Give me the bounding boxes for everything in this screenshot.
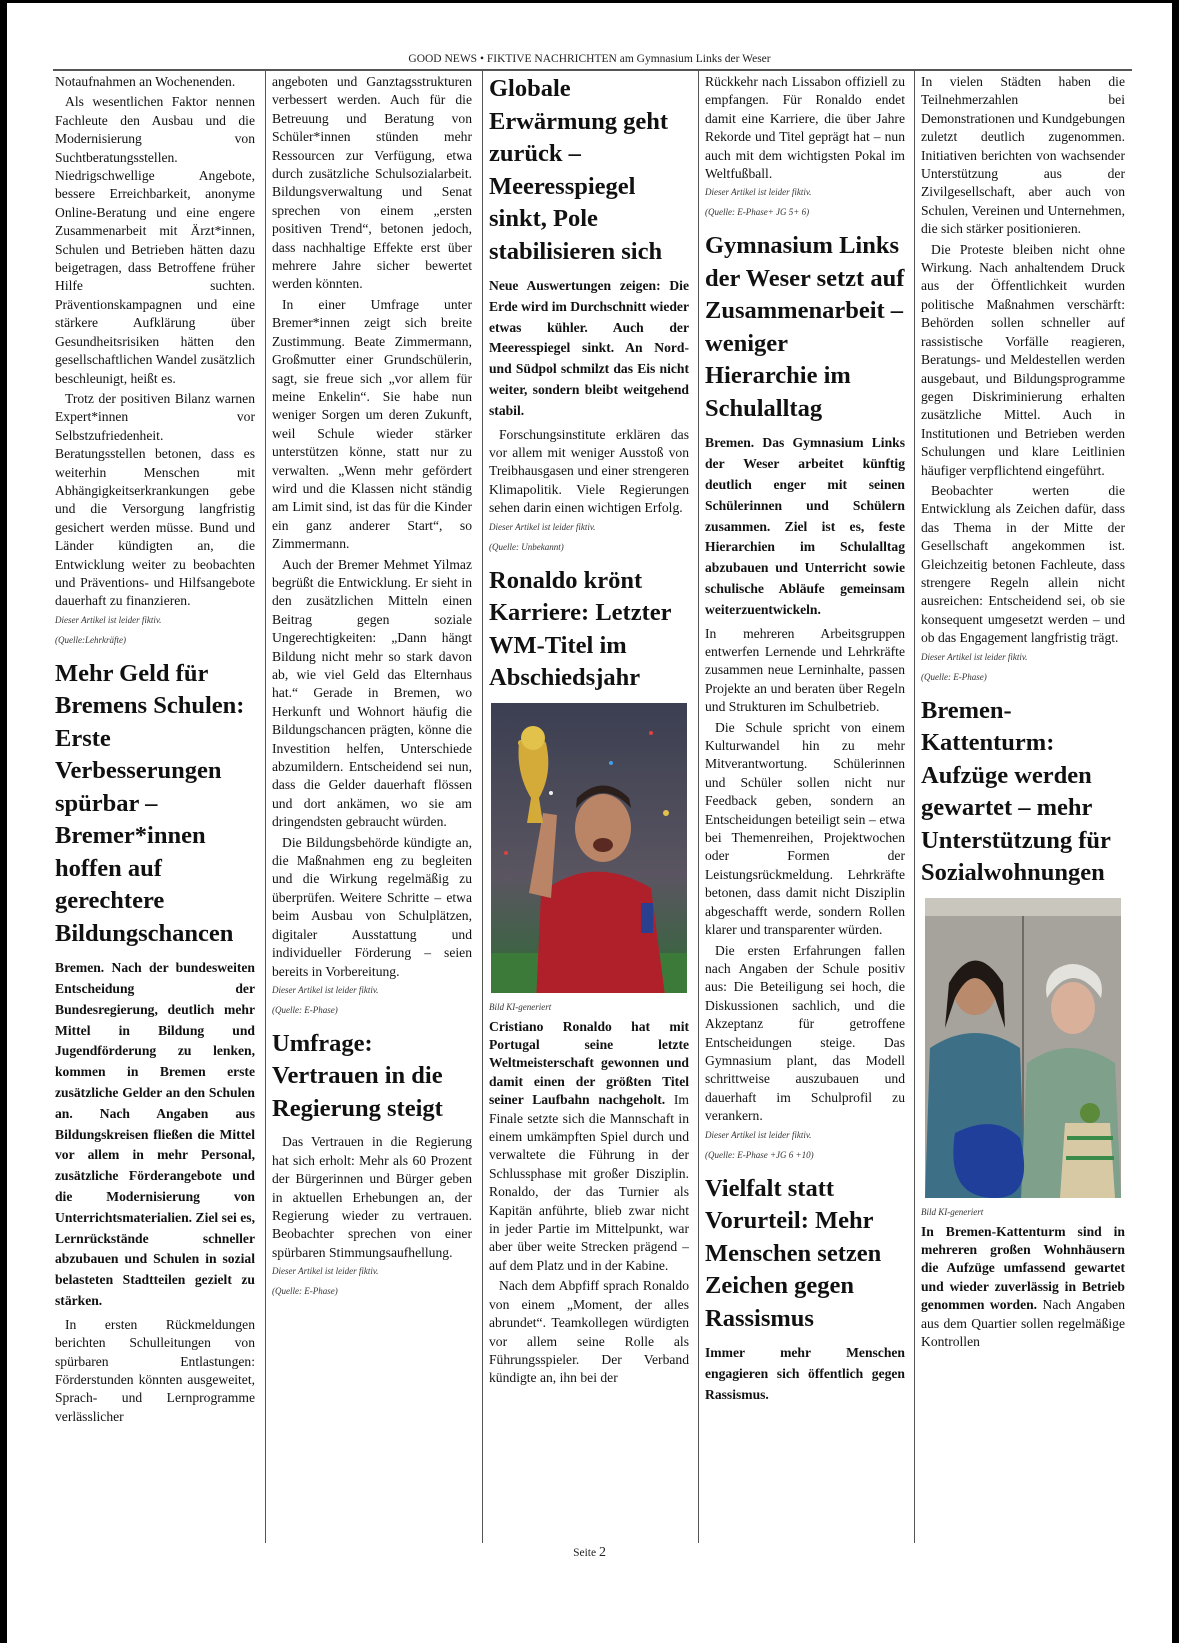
source-note: (Quelle:Lehrkräfte): [55, 634, 126, 645]
headline-gymnasium: Gymnasium Links der Weser setzt auf Zusammenarbeit – weniger Hierarchie im Schulalltag: [705, 232, 905, 422]
ronaldo-trophy-image: [489, 703, 689, 993]
paragraph: Die Schule spricht von einem Kulturwandel hin zu mehr Mitverantwortung. Schülerinnen und Schüler sollen nicht nur Feedback geben, sondern an Entscheidungen beteiligt sein – etwa bei Themenreihen, Projektwochen oder Formen der Leistungsrückmeldung. Lehrkräfte betonen, dass damit nicht Disziplin abgeschafft werde, sondern Rollen klarer und transparenter würden.: [705, 719, 905, 938]
paragraph: Die Proteste bleiben nicht ohne Wirkung. Nach anhaltendem Druck aus der Öffentlichkeit wurden politische Maßnahmen verschärft: Behörden sollen schneller auf rassistische Vorfälle reagieren, Beratungs- und Meldestellen werden ausgebaut, und Bildungsprogramme gegen Diskriminierung erhalten zusätzliche Mittel. Auch in Institutionen und Betrieben werden Schulungen und klare Leitlinien häufiger verpflichtend eingeführt.: [921, 241, 1125, 478]
source-note: (Quelle: E-Phase): [921, 671, 987, 682]
paragraph: Nach dem Abpfiff sprach Ronaldo von einem „Moment, der alles abrundet“. Teamkollegen würdigten vor allem seine Rolle als Führungsspieler. Der Verband kündigte an, ihn bei der: [489, 1278, 689, 1386]
page-header: GOOD NEWS • FIKTIVE NACHRICHTEN am Gymnasium Links der Weser: [408, 53, 771, 65]
fiction-note: Dieser Artikel ist leider fiktiv.: [705, 187, 812, 198]
headline-rassismus: Vielfalt statt Vorurteil: Mehr Menschen setzen Zeichen gegen Rassismus: [705, 1174, 882, 1332]
fiction-note: Dieser Artikel ist leider fiktiv.: [489, 521, 596, 532]
lead-schulen: Bremen. Nach der bundesweiten Entscheidung der Bundesregierung, deutlich mehr Mittel in Bildung und Jugendförderung zu lenken, kommen in Bremen erste zusätzliche Gelder an den Schulen an. Nach Angaben aus Bildungskreisen fließen die Mittel vor allem in mehr Personal, zusätzliche Förderangebote und die Modernisierung von Unterrichtsmaterialien. Ziel sei es, Lernrückstände schneller abzubauen und Schulen in sozial belasteten Stadtteilen gezielt zu stärken.: [55, 960, 255, 1309]
column-1: [55, 73, 255, 1545]
column-divider: [482, 71, 483, 1543]
newspaper-page: [7, 3, 1172, 1643]
paragraph: In vielen Städten haben die Teilnehmerzahlen bei Demonstrationen und Kundgebungen zuletzt deutlich zugenommen. Initiativen berichten von wachsender Unterstützung aus der Zivilgesellschaft, aber auch von Schulen, Vereinen und Unternehmen, die sich stärker positionieren.: [921, 74, 1125, 237]
page-label: Seite: [573, 1547, 597, 1559]
paragraph: Beobachter werten die Entwicklung als Zeichen dafür, dass das Thema in der Mitte der Gesellschaft angekommen ist. Gleichzeitig betonen Fachleute, dass strengere Regeln allein nicht ausreichen: Entscheidend sei, ob sie konsequent umgesetzt werden – und ob das Engagement langfristig trägt.: [921, 482, 1125, 646]
source-note: (Quelle: E-Phase+ JG 5+ 6): [705, 207, 810, 218]
lead-ronaldo: Cristiano Ronaldo hat mit Portugal seine letzte Weltmeisterschaft gewonnen und damit einen der größten Titel seiner Laufbahn nachgeholt.: [489, 1018, 689, 1108]
column-divider: [265, 71, 266, 1543]
fiction-note: Dieser Artikel ist leider fiktiv.: [55, 614, 162, 625]
paragraph: In ersten Rückmeldungen berichten Schulleitungen von spürbaren Entlastungen: Förderstunden könnten ausgeweitet, Sprach- und Lernprogramme verlässlicher: [55, 1316, 255, 1424]
column-4: [705, 73, 905, 1545]
paragraph: In mehreren Arbeitsgruppen entwerfen Lernende und Lehrkräfte zusammen neue Lerninhalte, passen Projekte an und beraten über Regeln und Strukturen im Schulbetrieb.: [705, 625, 905, 715]
paragraph: Notaufnahmen an Wochenenden.: [55, 74, 236, 89]
header-rule: [53, 69, 1132, 71]
lead-gymnasium: Bremen. Das Gymnasium Links der Weser arbeitet künftig deutlich enger mit seinen Schülerinnen und Schülern zusammen. Ziel ist es, feste Hierarchien im Schulalltag abzubauen und Unterricht sowie schulische Abläufe gemeinsam weiterzuentwickeln.: [705, 435, 905, 617]
paragraph: Die ersten Erfahrungen fallen nach Angaben der Schule positiv aus: Die Beteiligung sei hoch, die Diskussionen sachlich, und die Akzeptanz für getroffene Entscheidungen steige. Das Gymnasium plant, das Modell schrittweise auszubauen und dauerhaft im Schulprofil zu verankern.: [705, 942, 905, 1124]
paragraph: Forschungsinstitute erklären das vor allem mit weniger Ausstoß von Treibhausgasen und einer strengeren Klimapolitik. Viele Regierungen sehen darin einen wichtigen Erfolg.: [489, 426, 689, 516]
page-number-value: 2: [598, 1545, 606, 1560]
image-caption: Bild KI-generiert: [489, 1001, 552, 1012]
fiction-note: Dieser Artikel ist leider fiktiv.: [705, 1129, 812, 1140]
elevator-women-image: [921, 898, 1125, 1198]
column-divider: [698, 71, 699, 1543]
paragraph: Trotz der positiven Bilanz warnen Expert*innen vor Selbstzufriedenheit. Beratungsstellen betonen, dass es weiterhin Menschen mit Abhängigkeitserkrankungen gebe und die Versorgung langfristig gesichert werden müsse. Bund und Länder kündigten an, die Entwicklung weiter zu beobachten und Präventions- und Hilfsangebote dauerhaft zu finanzieren.: [55, 390, 255, 609]
headline-ronaldo: Ronaldo krönt Karriere: Letzter WM-Titel im Abschiedsjahr: [489, 566, 672, 692]
headline-klima: Globale Erwärmung geht zurück – Meeresspiegel sinkt, Pole stabilisieren sich: [489, 75, 668, 265]
source-note: (Quelle: E-Phase +JG 6 +10): [705, 1149, 814, 1160]
paragraph: Das Vertrauen in die Regierung hat sich erholt: Mehr als 60 Prozent der Bürgerinnen und Bürger geben in aktuellen Erhebungen an, der Regierung wieder zu vertrauen. Beobachter sprechen von einer spürbaren Stimmungsaufhellung.: [272, 1134, 472, 1260]
lead-rest: Im Finale setzte sich die Mannschaft in einem umkämpften Spiel durch und verwaltete die Führung in der Schlussphase mit großer Disziplin. Ronaldo, der das Turnier als Kapitän anführte, blieb zwar nicht in jeder Partie im Mittelpunkt, war aber über weite Strecken prägend – auf dem Platz und in der Kabine.: [489, 1092, 689, 1273]
lead-kattenturm: In Bremen-Kattenturm sind in mehreren großen Wohnhäusern die Aufzüge umfassend gewartet und wieder zuverlässig in Betrieb genommen worden.: [921, 1223, 1125, 1313]
paragraph: [489, 1018, 689, 1276]
headline-schulen: Mehr Geld für Bremens Schulen: Erste Verbesserungen spürbar – Bremer*innen hoffen auf gerechtere Bildungschancen: [55, 659, 245, 947]
image-caption: Bild KI-generiert: [921, 1206, 984, 1217]
paragraph: Auch der Bremer Mehmet Yilmaz begrüßt die Entwicklung. Er sieht in den zusätzlichen Mitteln einen Beitrag gegen soziale Ungerechtigkeiten: „Dann hängt Bildung nicht mehr so stark davon ab, wie viel Geld das Elternhaus hat.“ Gerade in Bremen, wo Herkunft und Wohnort häufig die Bildungschancen prägten, könne die Investition helfen, Unterschiede abzumildern. Entscheidend sei nun, dass die Gelder dauerhaft flössen und dort ankämen, wo sie am dringendsten gebraucht würden.: [272, 556, 472, 830]
column-5: [921, 73, 1125, 1545]
fiction-note: Dieser Artikel ist leider fiktiv.: [272, 1266, 379, 1277]
headline-kattenturm: Bremen-Kattenturm: Aufzüge werden gewartet – mehr Unterstützung für Sozialwohnungen: [921, 696, 1111, 887]
source-note: (Quelle: E-Phase): [272, 1004, 338, 1015]
paragraph: In einer Umfrage unter Bremer*innen zeigt sich breite Zustimmung. Beate Zimmermann, Großmutter einer Grundschülerin, sagt, sie freue sich „vor allem für meine Enkelin“. Sie habe nun weniger Sorgen um deren Zukunft, weil Schule wieder stärker unterstützen könne, statt nur zu verwalten. „Wenn mehr gefördert wird und die Klassen nicht ständig am Limit sind, ist das für die Kinder ein ganz anderer Start“, so Zimmermann.: [272, 296, 472, 552]
fiction-note: Dieser Artikel ist leider fiktiv.: [921, 651, 1028, 662]
column-3: [489, 73, 689, 1545]
paragraph: Als wesentlichen Faktor nennen Fachleute den Ausbau und die Modernisierung von Suchtberatungsstellen. Niedrigschwellige Angebote, bessere Erreichbarkeit, anonyme Online-Beratung und eine engere Zusammenarbeit mit Ärzt*innen, Schulen und Betrieben hätten dazu beigetragen, dass Betroffene früher Hilfe suchten. Präventionskampagnen und eine stärkere Aufklärung über Gesundheitsrisiken hätten den gesellschaftlichen Wandel zusätzlich beschleunigt, heißt es.: [55, 94, 255, 386]
paragraph: [921, 1223, 1125, 1352]
page-number: [7, 1545, 1172, 1561]
paragraph: Die Bildungsbehörde kündigte an, die Maßnahmen eng zu begleiten und die Wirkung regelmäßig zu überprüfen. Weitere Schritte – etwa beim Ausbau von Schulplätzen, digitaler Ausstattung und individueller Förderung – seien bereits in Vorbereitung.: [272, 834, 472, 979]
fiction-note: Dieser Artikel ist leider fiktiv.: [272, 984, 379, 995]
headline-umfrage: Umfrage: Vertrauen in die Regierung steigt: [272, 1029, 443, 1122]
source-note: (Quelle: Unbekannt): [489, 541, 564, 552]
lead-rest: Nach Angaben aus dem Quartier sollen regelmäßige Kontrollen: [921, 1297, 1125, 1350]
lead-klima: Neue Auswertungen zeigen: Die Erde wird im Durchschnitt wieder etwas kühler. Auch der Meeresspiegel sinkt. An Nord- und Südpol schmilzt das Eis nicht weiter, sondern bleibt weitgehend stabil.: [489, 278, 689, 418]
paragraph: Rückkehr nach Lissabon offiziell zu empfangen. Für Ronaldo endet damit eine Karriere, die über Jahre Rekorde und Titel geprägt hat – nun auch mit dem wichtigsten Pokal im Weltfußball.: [705, 74, 905, 182]
source-note: (Quelle: E-Phase): [272, 1286, 338, 1297]
paragraph: angeboten und Ganztagsstrukturen verbessert werden. Auch für die Betreuung und Beratung von Schüler*innen stünden mehr Ressourcen zur Verfügung, etwa durch zusätzliche Schulsozialarbeit. Bildungsverwaltung und Senat sprechen von einem „ersten positiven Trend“, betonen jedoch, dass nachhaltige Effekte erst über mehrere Jahre sicher bewertet werden könnten.: [272, 74, 472, 292]
column-2: [272, 73, 472, 1545]
lead-rassismus: Immer mehr Menschen engagieren sich öffentlich gegen Rassismus.: [705, 1345, 905, 1402]
column-divider: [914, 71, 915, 1543]
